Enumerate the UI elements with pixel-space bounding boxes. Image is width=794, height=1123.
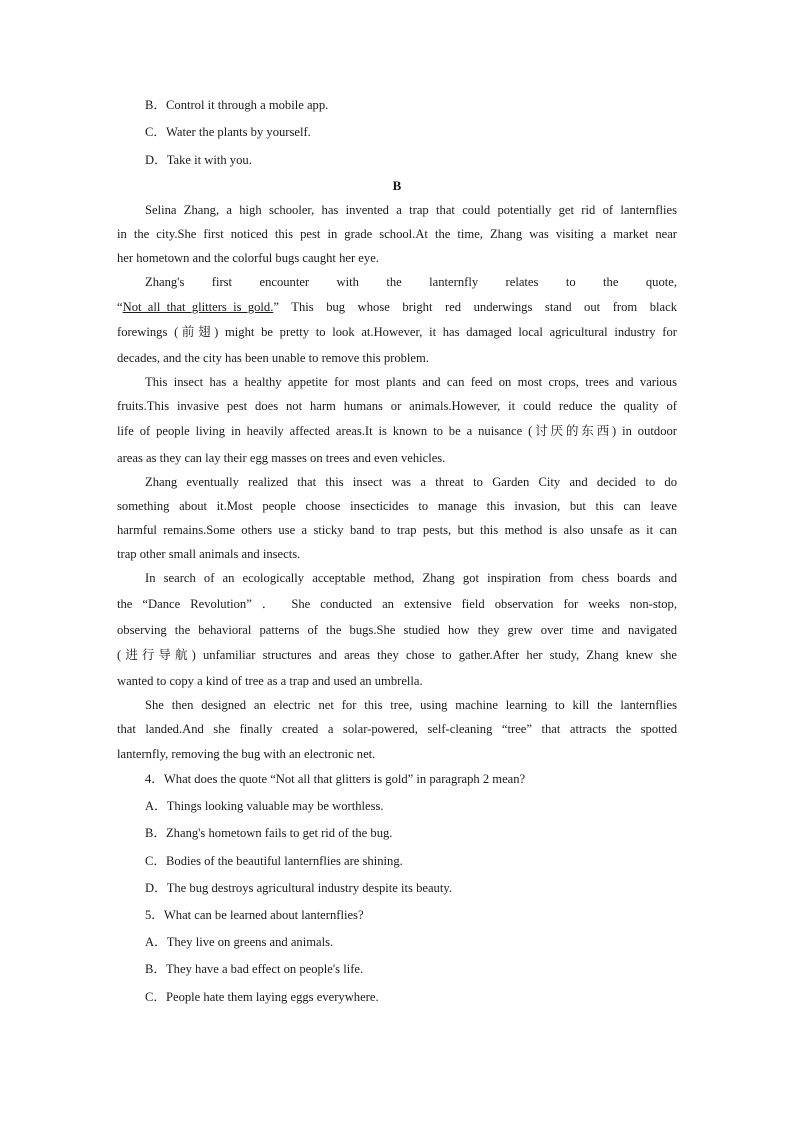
- passage-line: decades, and the city has been unable to remove this problem.: [117, 351, 429, 365]
- question-4-option-b: B．Zhang's hometown fails to get rid of the bug.: [145, 826, 393, 840]
- passage-line: Zhang's first encounter with the lanternfly relates to the quote,: [145, 275, 677, 289]
- passage-line: Selina Zhang, a high schooler, has invented a trap that could potentially get rid of lanternflies: [145, 203, 677, 217]
- passage-line: something about it.Most people choose insecticides to manage this invasion, but this can leave: [117, 499, 677, 513]
- passage-line: fruits.This invasive pest does not harm humans or animals.However, it could reduce the quality of: [117, 399, 677, 413]
- passage-line: Zhang eventually realized that this insect was a threat to Garden City and decided to do: [145, 475, 677, 489]
- passage-line: that landed.And she finally created a solar-powered, self-cleaning “tree” that attracts the spotted: [117, 722, 677, 736]
- quote-open-mark: “: [117, 300, 123, 314]
- question-5-stem: 5．What can be learned about lanternflies?: [145, 908, 364, 922]
- passage-line-quote: [117, 299, 677, 315]
- passage-line: the “Dance Revolution” ． She conducted an extensive field observation for weeks non-stop,: [117, 597, 677, 611]
- passage-line: In search of an ecologically acceptable method, Zhang got inspiration from chess boards and: [145, 571, 677, 585]
- prev-option-b: B．Control it through a mobile app.: [145, 98, 329, 112]
- question-4-option-c: C．Bodies of the beautiful lanternflies are shining.: [145, 854, 403, 868]
- passage-line: her hometown and the colorful bugs caught her eye.: [117, 251, 379, 265]
- question-4-option-a: A．Things looking valuable may be worthless.: [145, 799, 384, 813]
- question-4-stem: 4．What does the quote “Not all that glitters is gold” in paragraph 2 mean?: [145, 772, 526, 786]
- passage-line: life of people living in heavily affected areas.It is known to be a nuisance (讨厌的东西) in outdoor: [117, 424, 677, 438]
- section-title: B: [392, 178, 402, 193]
- question-5-option-a: A．They live on greens and animals.: [145, 935, 334, 949]
- passage-line: trap other small animals and insects.: [117, 547, 301, 561]
- question-4-option-d: D．The bug destroys agricultural industry despite its beauty.: [145, 881, 452, 895]
- passage-line: She then designed an electric net for this tree, using machine learning to kill the lanternflies: [145, 698, 677, 712]
- quote-rest: ” This bug whose bright red underwings stand out from black: [273, 300, 677, 314]
- question-5-option-c: C．People hate them laying eggs everywhere.: [145, 990, 379, 1004]
- question-5-option-b: B．They have a bad effect on people's life.: [145, 962, 364, 976]
- passage-line: (进行导航) unfamiliar structures and areas they chose to gather.After her study, Zhang knew she: [117, 648, 677, 662]
- passage-line: This insect has a healthy appetite for most plants and can feed on most crops, trees and various: [145, 375, 677, 389]
- passage-line: wanted to copy a kind of tree as a trap and used an umbrella.: [117, 674, 423, 688]
- passage-line: in the city.She first noticed this pest in grade school.At the time, Zhang was visiting a market near: [117, 227, 677, 241]
- passage-line: observing the behavioral patterns of the bugs.She studied how they grew over time and navigated: [117, 623, 677, 637]
- prev-option-d: D．Take it with you.: [145, 153, 252, 167]
- passage-line: forewings (前翅) might be pretty to look at.However, it has damaged local agricultural industry for: [117, 325, 677, 339]
- underlined-quote: Not_all_that_glitters_is_gold.: [122, 300, 274, 314]
- prev-option-c: C．Water the plants by yourself.: [145, 125, 311, 139]
- passage-line: lanternfly, removing the bug with an electronic net.: [117, 747, 376, 761]
- passage-line: areas as they can lay their egg masses on trees and even vehicles.: [117, 451, 446, 465]
- passage-line: harmful remains.Some others use a sticky band to trap pests, but this method is also unsafe as it can: [117, 523, 677, 537]
